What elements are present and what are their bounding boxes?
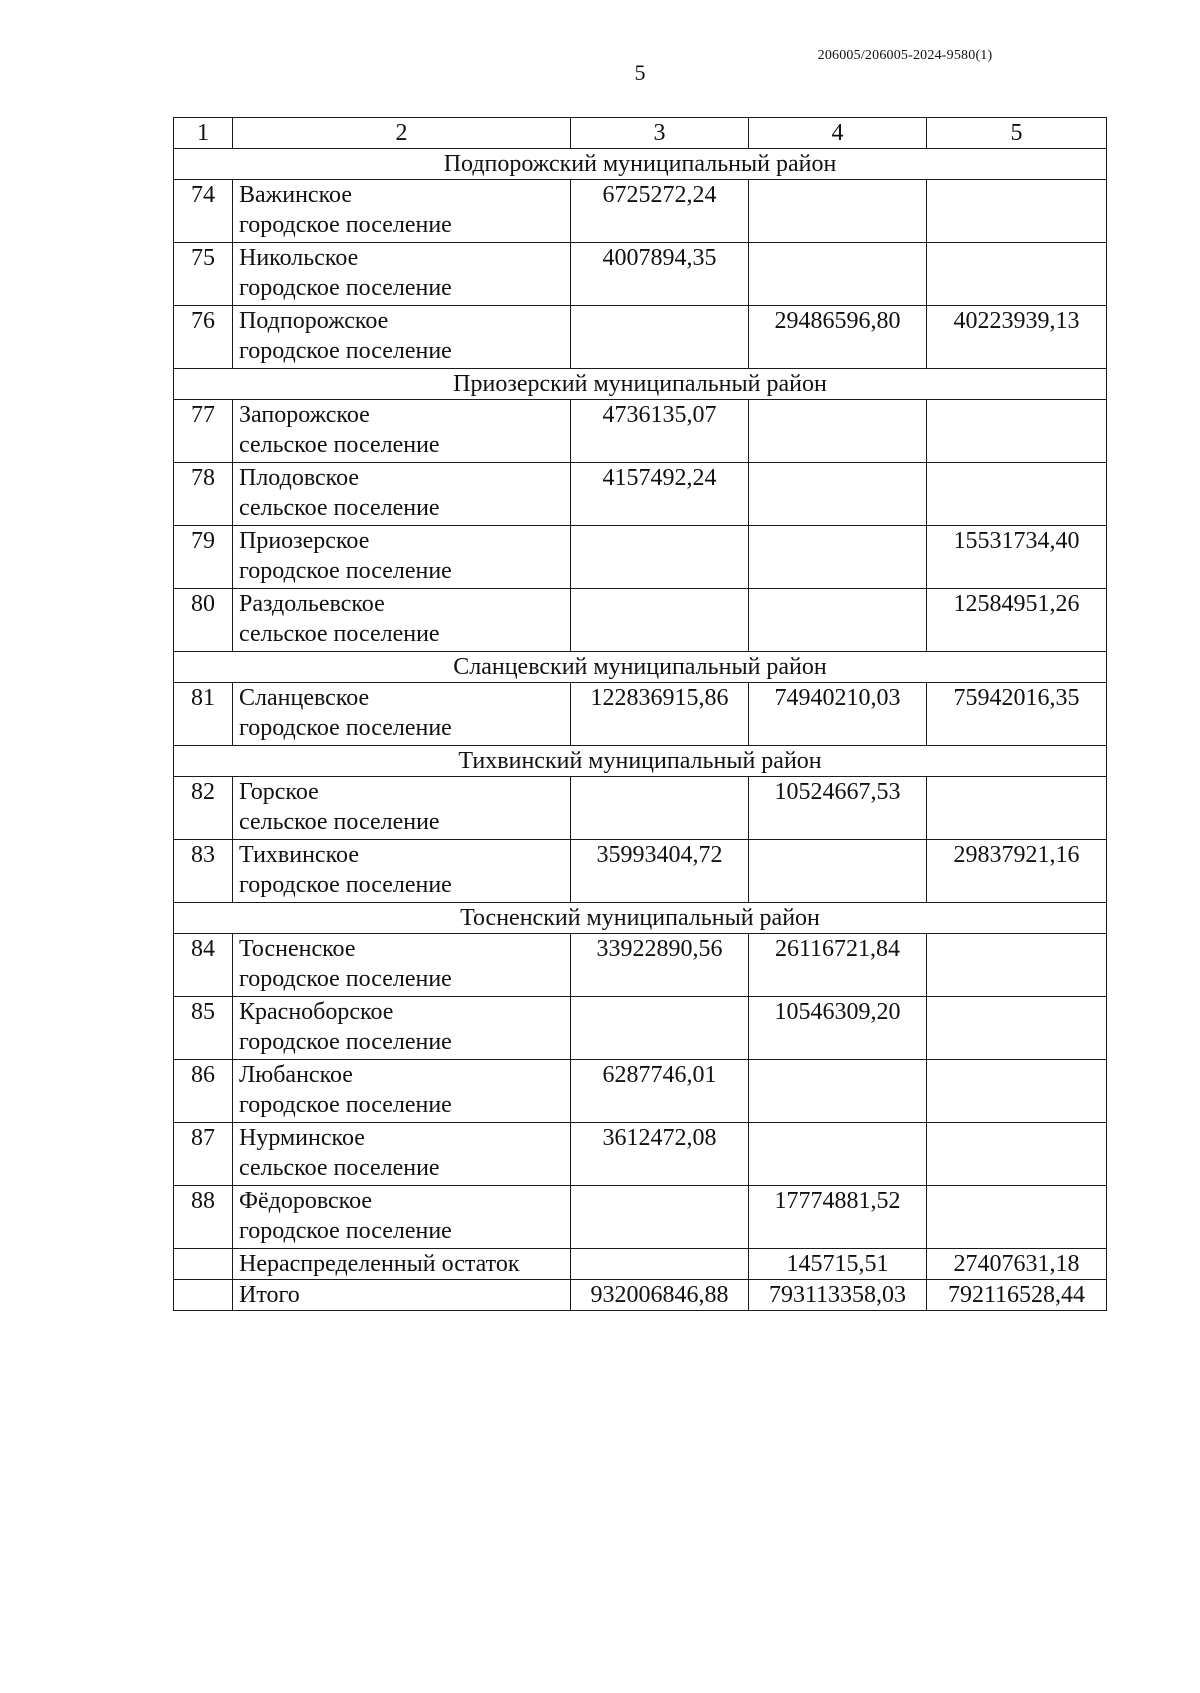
district-name: Сланцевский муниципальный район bbox=[174, 652, 1107, 683]
settlement-name-line: Плодовское bbox=[239, 465, 360, 491]
value-col-4 bbox=[749, 589, 927, 652]
settlement-type-line: сельское поселение bbox=[239, 495, 440, 521]
value-col-4 bbox=[749, 400, 927, 463]
row-number: 85 bbox=[174, 997, 233, 1060]
row-number: 83 bbox=[174, 840, 233, 903]
settlement-type-line: сельское поселение bbox=[239, 621, 440, 647]
value-col-5: 12584951,26 bbox=[927, 589, 1107, 652]
settlement-name-line: Важинское bbox=[239, 182, 352, 208]
column-header-5: 5 bbox=[927, 118, 1107, 149]
table-row bbox=[174, 463, 1107, 526]
table-row bbox=[174, 589, 1107, 652]
value-col-3: 4157492,24 bbox=[571, 463, 749, 526]
row-number: 75 bbox=[174, 243, 233, 306]
table-row bbox=[174, 400, 1107, 463]
value-col-5: 75942016,35 bbox=[927, 683, 1107, 746]
value-col-5 bbox=[927, 1186, 1107, 1249]
row-number-empty bbox=[174, 1249, 233, 1280]
settlement-type-line: городское поселение bbox=[239, 338, 452, 364]
column-header-2: 2 bbox=[233, 118, 571, 149]
value-col-5 bbox=[927, 243, 1107, 306]
settlement-type-line: сельское поселение bbox=[239, 1155, 440, 1181]
document-id: 206005/206005-2024-9580(1) bbox=[817, 48, 993, 63]
row-number: 88 bbox=[174, 1186, 233, 1249]
value-col-4: 10546309,20 bbox=[749, 997, 927, 1060]
table-row bbox=[174, 1186, 1107, 1249]
value-col-4 bbox=[749, 243, 927, 306]
value-col-5 bbox=[927, 400, 1107, 463]
value-col-5: 27407631,18 bbox=[927, 1249, 1107, 1280]
settlement-type-line: городское поселение bbox=[239, 212, 452, 238]
settlement-name-line: Горское bbox=[239, 779, 319, 805]
value-col-4 bbox=[749, 180, 927, 243]
settlement-name bbox=[233, 777, 571, 840]
settlement-name-line: Красноборское bbox=[239, 999, 394, 1025]
value-col-4: 10524667,53 bbox=[749, 777, 927, 840]
value-col-4 bbox=[749, 1060, 927, 1123]
row-number: 86 bbox=[174, 1060, 233, 1123]
table-row bbox=[174, 526, 1107, 589]
value-col-3: 4736135,07 bbox=[571, 400, 749, 463]
settlement-name-line: Приозерское bbox=[239, 528, 370, 554]
value-col-3: 33922890,56 bbox=[571, 934, 749, 997]
summary-label: Нераспределенный остаток bbox=[233, 1249, 571, 1280]
value-col-5 bbox=[927, 463, 1107, 526]
row-number: 82 bbox=[174, 777, 233, 840]
row-number: 87 bbox=[174, 1123, 233, 1186]
settlement-name bbox=[233, 1186, 571, 1249]
settlement-name-line: Сланцевское bbox=[239, 685, 370, 711]
value-col-5 bbox=[927, 1060, 1107, 1123]
district-header-row bbox=[174, 149, 1107, 180]
value-col-5 bbox=[927, 934, 1107, 997]
value-col-3 bbox=[571, 1249, 749, 1280]
table-row bbox=[174, 997, 1107, 1060]
value-col-4: 74940210,03 bbox=[749, 683, 927, 746]
settlement-type-line: городское поселение bbox=[239, 872, 452, 898]
column-header-3: 3 bbox=[571, 118, 749, 149]
value-col-3 bbox=[571, 1186, 749, 1249]
value-col-5: 15531734,40 bbox=[927, 526, 1107, 589]
row-number: 80 bbox=[174, 589, 233, 652]
value-col-4: 17774881,52 bbox=[749, 1186, 927, 1249]
table-row bbox=[174, 1060, 1107, 1123]
settlement-type-line: городское поселение bbox=[239, 715, 452, 741]
settlement-name-line: Запорожское bbox=[239, 402, 370, 428]
value-col-3: 122836915,86 bbox=[571, 683, 749, 746]
settlement-name bbox=[233, 1123, 571, 1186]
value-col-3: 932006846,88 bbox=[571, 1280, 749, 1311]
settlement-name-line: Фёдоровское bbox=[239, 1188, 373, 1214]
district-name: Приозерский муниципальный район bbox=[174, 369, 1107, 400]
row-number: 74 bbox=[174, 180, 233, 243]
value-col-3 bbox=[571, 777, 749, 840]
table-row bbox=[174, 1123, 1107, 1186]
settlement-name bbox=[233, 306, 571, 369]
value-col-4: 26116721,84 bbox=[749, 934, 927, 997]
row-number: 76 bbox=[174, 306, 233, 369]
settlement-name bbox=[233, 1060, 571, 1123]
settlement-name bbox=[233, 683, 571, 746]
column-header-1: 1 bbox=[174, 118, 233, 149]
settlement-type-line: городское поселение bbox=[239, 558, 452, 584]
district-name: Тосненский муниципальный район bbox=[174, 903, 1107, 934]
settlement-type-line: городское поселение bbox=[239, 275, 452, 301]
row-number: 81 bbox=[174, 683, 233, 746]
district-header-row bbox=[174, 746, 1107, 777]
district-header-row bbox=[174, 903, 1107, 934]
settlement-name bbox=[233, 589, 571, 652]
settlement-type-line: городское поселение bbox=[239, 1029, 452, 1055]
value-col-5: 792116528,44 bbox=[927, 1280, 1107, 1311]
value-col-3: 35993404,72 bbox=[571, 840, 749, 903]
settlement-name bbox=[233, 840, 571, 903]
summary-label: Итого bbox=[233, 1280, 571, 1311]
settlement-name-line: Любанское bbox=[239, 1062, 353, 1088]
row-number: 77 bbox=[174, 400, 233, 463]
value-col-4 bbox=[749, 526, 927, 589]
column-number-header-row bbox=[174, 118, 1107, 149]
row-number: 78 bbox=[174, 463, 233, 526]
table-row bbox=[174, 180, 1107, 243]
table-row bbox=[174, 243, 1107, 306]
settlement-name-line: Тихвинское bbox=[239, 842, 359, 868]
column-header-4: 4 bbox=[749, 118, 927, 149]
value-col-3: 6287746,01 bbox=[571, 1060, 749, 1123]
value-col-3 bbox=[571, 526, 749, 589]
settlement-name-line: Подпорожское bbox=[239, 308, 389, 334]
value-col-5 bbox=[927, 180, 1107, 243]
settlement-name bbox=[233, 463, 571, 526]
table-row bbox=[174, 777, 1107, 840]
settlement-type-line: сельское поселение bbox=[239, 432, 440, 458]
value-col-5: 29837921,16 bbox=[927, 840, 1107, 903]
settlement-name bbox=[233, 526, 571, 589]
value-col-3: 4007894,35 bbox=[571, 243, 749, 306]
allocation-table bbox=[173, 117, 1107, 1311]
settlement-name bbox=[233, 400, 571, 463]
value-col-4: 145715,51 bbox=[749, 1249, 927, 1280]
value-col-3 bbox=[571, 997, 749, 1060]
value-col-5 bbox=[927, 1123, 1107, 1186]
value-col-4 bbox=[749, 840, 927, 903]
row-number: 79 bbox=[174, 526, 233, 589]
district-name: Тихвинский муниципальный район bbox=[174, 746, 1107, 777]
settlement-name-line: Никольское bbox=[239, 245, 359, 271]
value-col-3 bbox=[571, 306, 749, 369]
settlement-name bbox=[233, 997, 571, 1060]
district-name: Подпорожский муниципальный район bbox=[174, 149, 1107, 180]
row-number-empty bbox=[174, 1280, 233, 1311]
unallocated-row bbox=[174, 1249, 1107, 1280]
value-col-4: 793113358,03 bbox=[749, 1280, 927, 1311]
value-col-5: 40223939,13 bbox=[927, 306, 1107, 369]
settlement-name-line: Тосненское bbox=[239, 936, 356, 962]
value-col-5 bbox=[927, 997, 1107, 1060]
settlement-name bbox=[233, 934, 571, 997]
table-row bbox=[174, 840, 1107, 903]
value-col-5 bbox=[927, 777, 1107, 840]
settlement-name-line: Нурминское bbox=[239, 1125, 365, 1151]
value-col-3: 3612472,08 bbox=[571, 1123, 749, 1186]
value-col-3 bbox=[571, 589, 749, 652]
page-number: 5 bbox=[634, 60, 646, 85]
settlement-type-line: городское поселение bbox=[239, 1218, 452, 1244]
district-header-row bbox=[174, 369, 1107, 400]
value-col-4: 29486596,80 bbox=[749, 306, 927, 369]
district-header-row bbox=[174, 652, 1107, 683]
value-col-4 bbox=[749, 1123, 927, 1186]
row-number: 84 bbox=[174, 934, 233, 997]
value-col-3: 6725272,24 bbox=[571, 180, 749, 243]
total-row bbox=[174, 1280, 1107, 1311]
settlement-type-line: городское поселение bbox=[239, 966, 452, 992]
table-row bbox=[174, 306, 1107, 369]
settlement-type-line: сельское поселение bbox=[239, 809, 440, 835]
settlement-name bbox=[233, 243, 571, 306]
table-row bbox=[174, 683, 1107, 746]
value-col-4 bbox=[749, 463, 927, 526]
settlement-name-line: Раздольевское bbox=[239, 591, 385, 617]
settlement-name bbox=[233, 180, 571, 243]
table-row bbox=[174, 934, 1107, 997]
settlement-type-line: городское поселение bbox=[239, 1092, 452, 1118]
